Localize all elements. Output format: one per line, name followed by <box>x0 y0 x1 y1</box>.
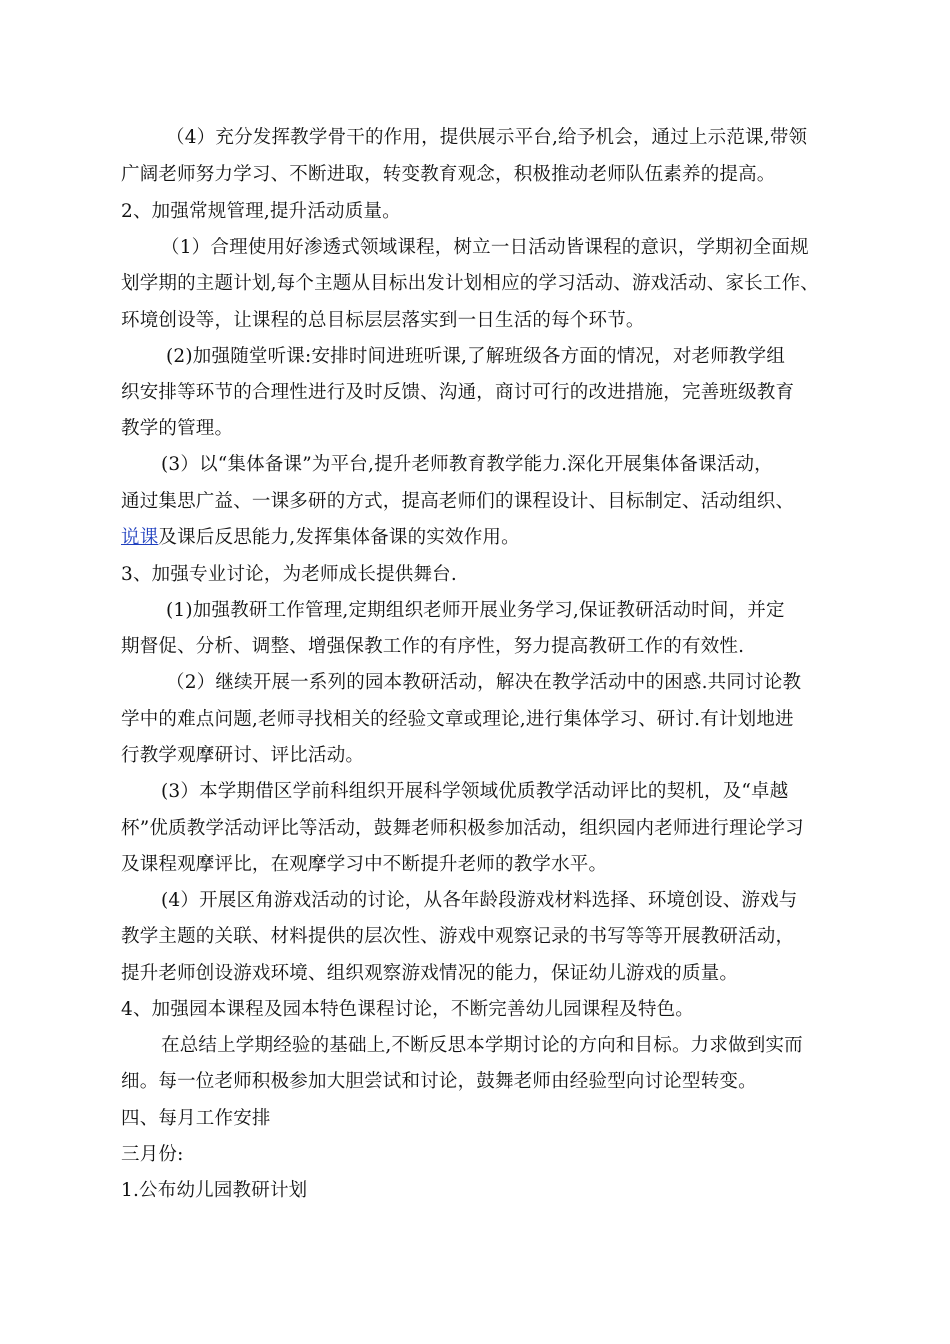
paragraph-line: (4）开展区角游戏活动的讨论，从各年龄段游戏材料选择、环境创设、游戏与 <box>161 890 798 911</box>
paragraph-line: (3）以“集体备课”为平台,提升老师教育教学能力.深化开展集体备课活动， <box>161 454 773 475</box>
section-heading: 2、加强常规管理,提升活动质量。 <box>121 201 401 222</box>
paragraph-line: (3）本学期借区学前科组织开展科学领域优质教学活动评比的契机，及“卓越 <box>161 781 789 802</box>
paragraph-line: 学中的难点问题,老师寻找相关的经验文章或理论,进行集体学习、研讨.有计划地进 <box>121 709 794 730</box>
paragraph-line: （1）合理使用好渗透式领域课程，树立一日活动皆课程的意识，学期初全面规 <box>161 237 809 258</box>
paragraph-line: 在总结上学期经验的基础上,不断反思本学期讨论的方向和目标。力求做到实而 <box>161 1035 803 1056</box>
paragraph-line: 提升老师创设游戏环境、组织观察游戏情况的能力，保证幼儿游戏的质量。 <box>121 963 739 984</box>
paragraph-line: 环境创设等，让课程的总目标层层落实到一日生活的每个环节。 <box>121 310 645 331</box>
paragraph-line <box>121 526 520 550</box>
paragraph-line: （4）充分发挥教学骨干的作用，提供展示平台,给予机会，通过上示范课,带领 <box>166 127 808 148</box>
shuoke-link[interactable]: 说课 <box>121 527 159 548</box>
paragraph-line: 划学期的主题计划,每个主题从目标出发计划相应的学习活动、游戏活动、家长工作、 <box>121 273 819 294</box>
paragraph-line: 通过集思广益、一课多研的方式，提高老师们的课程设计、目标制定、活动组织、 <box>121 491 795 512</box>
paragraph-line: 细。每一位老师积极参加大胆尝试和讨论，鼓舞老师由经验型向讨论型转变。 <box>121 1071 757 1092</box>
list-item: 1.公布幼儿园教研计划 <box>121 1180 308 1201</box>
paragraph-line: 广阔老师努力学习、不断进取，转变教育观念，积极推动老师队伍素养的提高。 <box>121 164 776 185</box>
paragraph-line: 织安排等环节的合理性进行及时反馈、沟通，商讨可行的改进措施，完善班级教育 <box>121 382 795 403</box>
paragraph-text: 及课后反思能力,发挥集体备课的实效作用。 <box>158 527 520 548</box>
section-heading: 4、加强园本课程及园本特色课程讨论，不断完善幼儿园课程及特色。 <box>121 999 694 1020</box>
paragraph-line: (2)加强随堂听课:安排时间进班听课,了解班级各方面的情况，对老师教学组 <box>166 346 786 367</box>
paragraph-line: 行教学观摩研讨、评比活动。 <box>121 745 365 766</box>
paragraph-line: 杯”优质教学活动评比等活动，鼓舞老师积极参加活动，组织园内老师进行理论学习 <box>121 818 804 839</box>
paragraph-line: 教学主题的关联、材料提供的层次性、游戏中观察记录的书写等等开展教研活动， <box>121 926 795 947</box>
section-heading: 3、加强专业讨论，为老师成长提供舞台. <box>121 564 457 585</box>
paragraph-line: 期督促、分析、调整、增强保教工作的有序性，努力提高教研工作的有效性. <box>121 636 745 657</box>
paragraph-line: 及课程观摩评比，在观摩学习中不断提升老师的教学水平。 <box>121 854 608 875</box>
section-heading: 四、每月工作安排 <box>121 1108 271 1129</box>
month-heading: 三月份: <box>121 1144 184 1165</box>
paragraph-line: （2）继续开展一系列的园本教研活动，解决在教学活动中的困惑.共同讨论教 <box>166 672 802 693</box>
paragraph-line: (1)加强教研工作管理,定期组织老师开展业务学习,保证教研活动时间，并定 <box>166 600 785 621</box>
paragraph-line: 教学的管理。 <box>121 418 234 439</box>
